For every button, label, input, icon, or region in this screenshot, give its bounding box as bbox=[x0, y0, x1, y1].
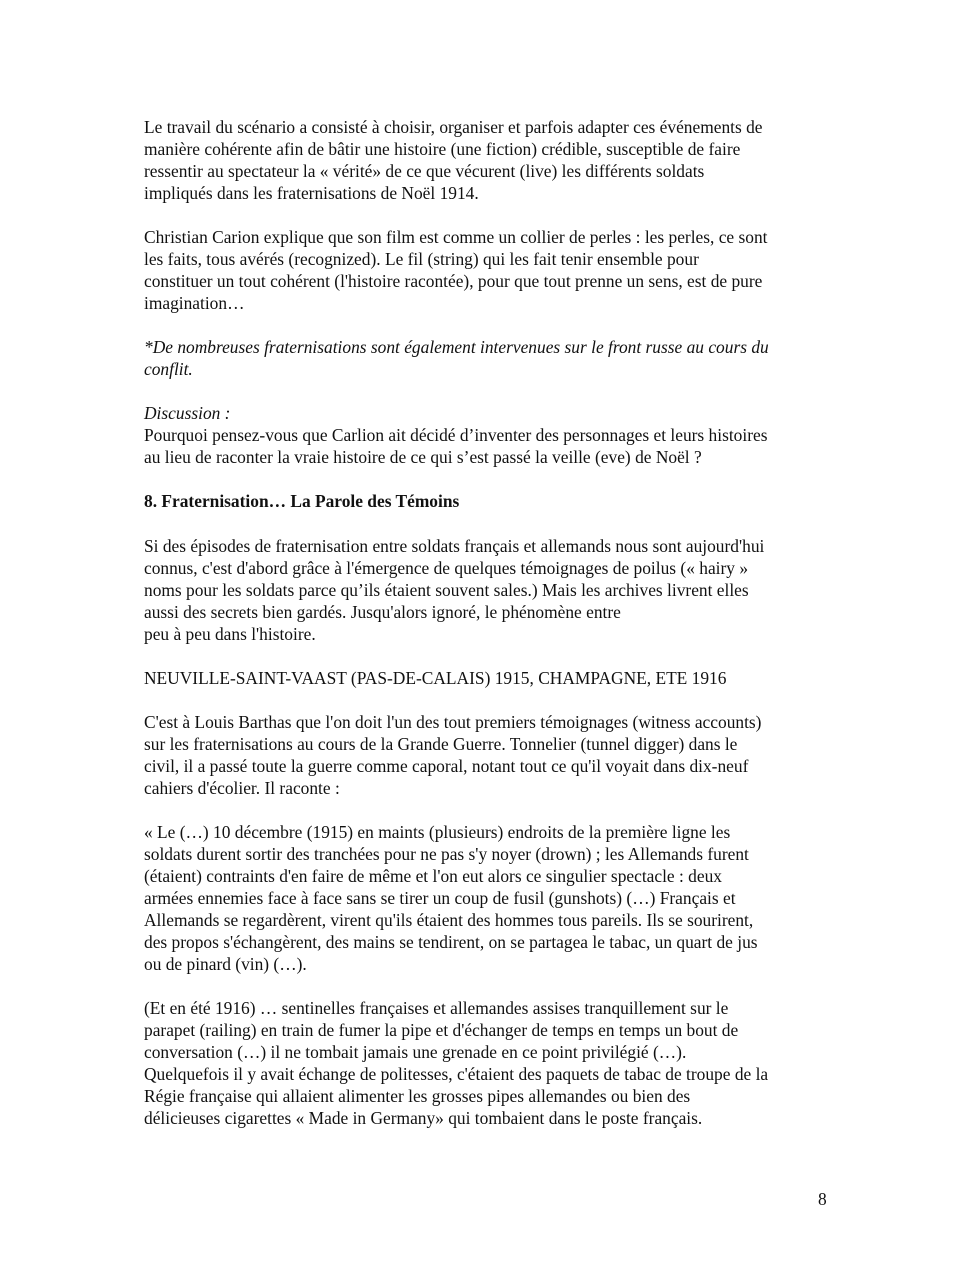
text-line: connus, c'est d'abord grâce à l'émergence de quelques témoignages de poilus (« hairy » bbox=[144, 558, 749, 578]
paragraph-carion-pearls bbox=[144, 226, 844, 314]
location-heading-text: NEUVILLE-SAINT-VAAST (PAS-DE-CALAIS) 1915, CHAMPAGNE, ETE 1916 bbox=[144, 668, 727, 688]
text-line: au lieu de raconter la vraie histoire de ce qui s’est passé la veille (eve) de Noël ? bbox=[144, 447, 702, 467]
text-line: armées ennemies face à face sans se tirer un coup de fusil (gunshots) (…) Français et bbox=[144, 888, 736, 908]
text-line: délicieuses cigarettes « Made in Germany» qui tombaient dans le poste français. bbox=[144, 1108, 703, 1128]
quote-summer-1916 bbox=[144, 997, 844, 1129]
text-line: ou de pinard (vin) (…). bbox=[144, 954, 307, 974]
text-line: *De nombreuses fraternisations sont également intervenues sur le front russe au cours du bbox=[144, 337, 769, 357]
text-line: Le travail du scénario a consisté à choisir, organiser et parfois adapter ces événements de bbox=[144, 117, 763, 137]
paragraph-barthas bbox=[144, 711, 844, 799]
text-line: (étaient) contraints d'en faire de même et l'on eut alors ce singulier spectacle : deux bbox=[144, 866, 722, 886]
text-line: Allemands se regardèrent, virent qu'ils étaient des hommes tous pareils. Ils se sourirent, bbox=[144, 910, 754, 930]
text-line: peu à peu dans l'histoire. bbox=[144, 624, 316, 644]
page-number: 8 bbox=[818, 1189, 827, 1209]
text-line: parapet (railing) en train de fumer la pipe et d'échanger de temps en temps un bout de bbox=[144, 1020, 739, 1040]
text-line: Régie française qui allaient alimenter les grosses pipes allemandes ou bien des bbox=[144, 1086, 691, 1106]
text-line: soldats durent sortir des tranchées pour ne pas s'y noyer (drown) ; les Allemands furent bbox=[144, 844, 749, 864]
paragraph-scenario-work bbox=[144, 116, 844, 204]
text-line: Christian Carion explique que son film est comme un collier de perles : les perles, ce sont bbox=[144, 227, 768, 247]
text-line: les faits, tous avérés (recognized). Le fil (string) qui les fait tenir ensemble pour bbox=[144, 249, 699, 269]
quote-december-1915 bbox=[144, 821, 844, 975]
section-heading-text: 8. Fraternisation… La Parole des Témoins bbox=[144, 491, 460, 511]
text-line: Pourquoi pensez-vous que Carlion ait décidé d’inventer des personnages et leurs histoires bbox=[144, 425, 768, 445]
text-line: imagination… bbox=[144, 293, 245, 313]
paragraph-testimonies bbox=[144, 535, 844, 645]
text-line: aussi des secrets bien gardés. Jusqu'alors ignoré, le phénomène entre bbox=[144, 602, 621, 622]
text-line: conversation (…) il ne tombait jamais une grenade en ce point privilégié (…). bbox=[144, 1042, 687, 1062]
text-line: manière cohérente afin de bâtir une histoire (une fiction) crédible, susceptible de faire bbox=[144, 139, 741, 159]
text-line: sur les fraternisations au cours de la Grande Guerre. Tonnelier (tunnel digger) dans le bbox=[144, 734, 738, 754]
discussion-block bbox=[144, 402, 844, 468]
discussion-label: Discussion : bbox=[144, 403, 231, 423]
text-line: civil, il a passé toute la guerre comme caporal, notant tout ce qu'il voyait dans dix-neuf bbox=[144, 756, 749, 776]
text-line: conflit. bbox=[144, 359, 193, 379]
text-line: ressentir au spectateur la « vérité» de ce que vécurent (live) les différents soldats bbox=[144, 161, 705, 181]
text-line: (Et en été 1916) … sentinelles françaises et allemandes assises tranquillement sur le bbox=[144, 998, 729, 1018]
location-heading bbox=[144, 667, 844, 689]
footnote-russian-front bbox=[144, 336, 844, 380]
text-line: impliqués dans les fraternisations de Noël 1914. bbox=[144, 183, 479, 203]
text-line: Quelquefois il y avait échange de politesses, c'étaient des paquets de tabac de troupe de la bbox=[144, 1064, 769, 1084]
text-line: constituer un tout cohérent (l'histoire racontée), pour que tout prenne un sens, est de pure bbox=[144, 271, 763, 291]
text-line: noms pour les soldats parce qu’ils étaient souvent sales.) Mais les archives livrent elles bbox=[144, 580, 749, 600]
text-line: des propos s'échangèrent, des mains se tendirent, on se partagea le tabac, un quart de jus bbox=[144, 932, 758, 952]
text-line: « Le (…) 10 décembre (1915) en maints (plusieurs) endroits de la première ligne les bbox=[144, 822, 731, 842]
text-line: cahiers d'écolier. Il raconte : bbox=[144, 778, 340, 798]
text-line: Si des épisodes de fraternisation entre soldats français et allemands nous sont aujourd'hui bbox=[144, 536, 765, 556]
section-heading bbox=[144, 490, 844, 512]
text-line: C'est à Louis Barthas que l'on doit l'un des tout premiers témoignages (witness accounts) bbox=[144, 712, 762, 732]
